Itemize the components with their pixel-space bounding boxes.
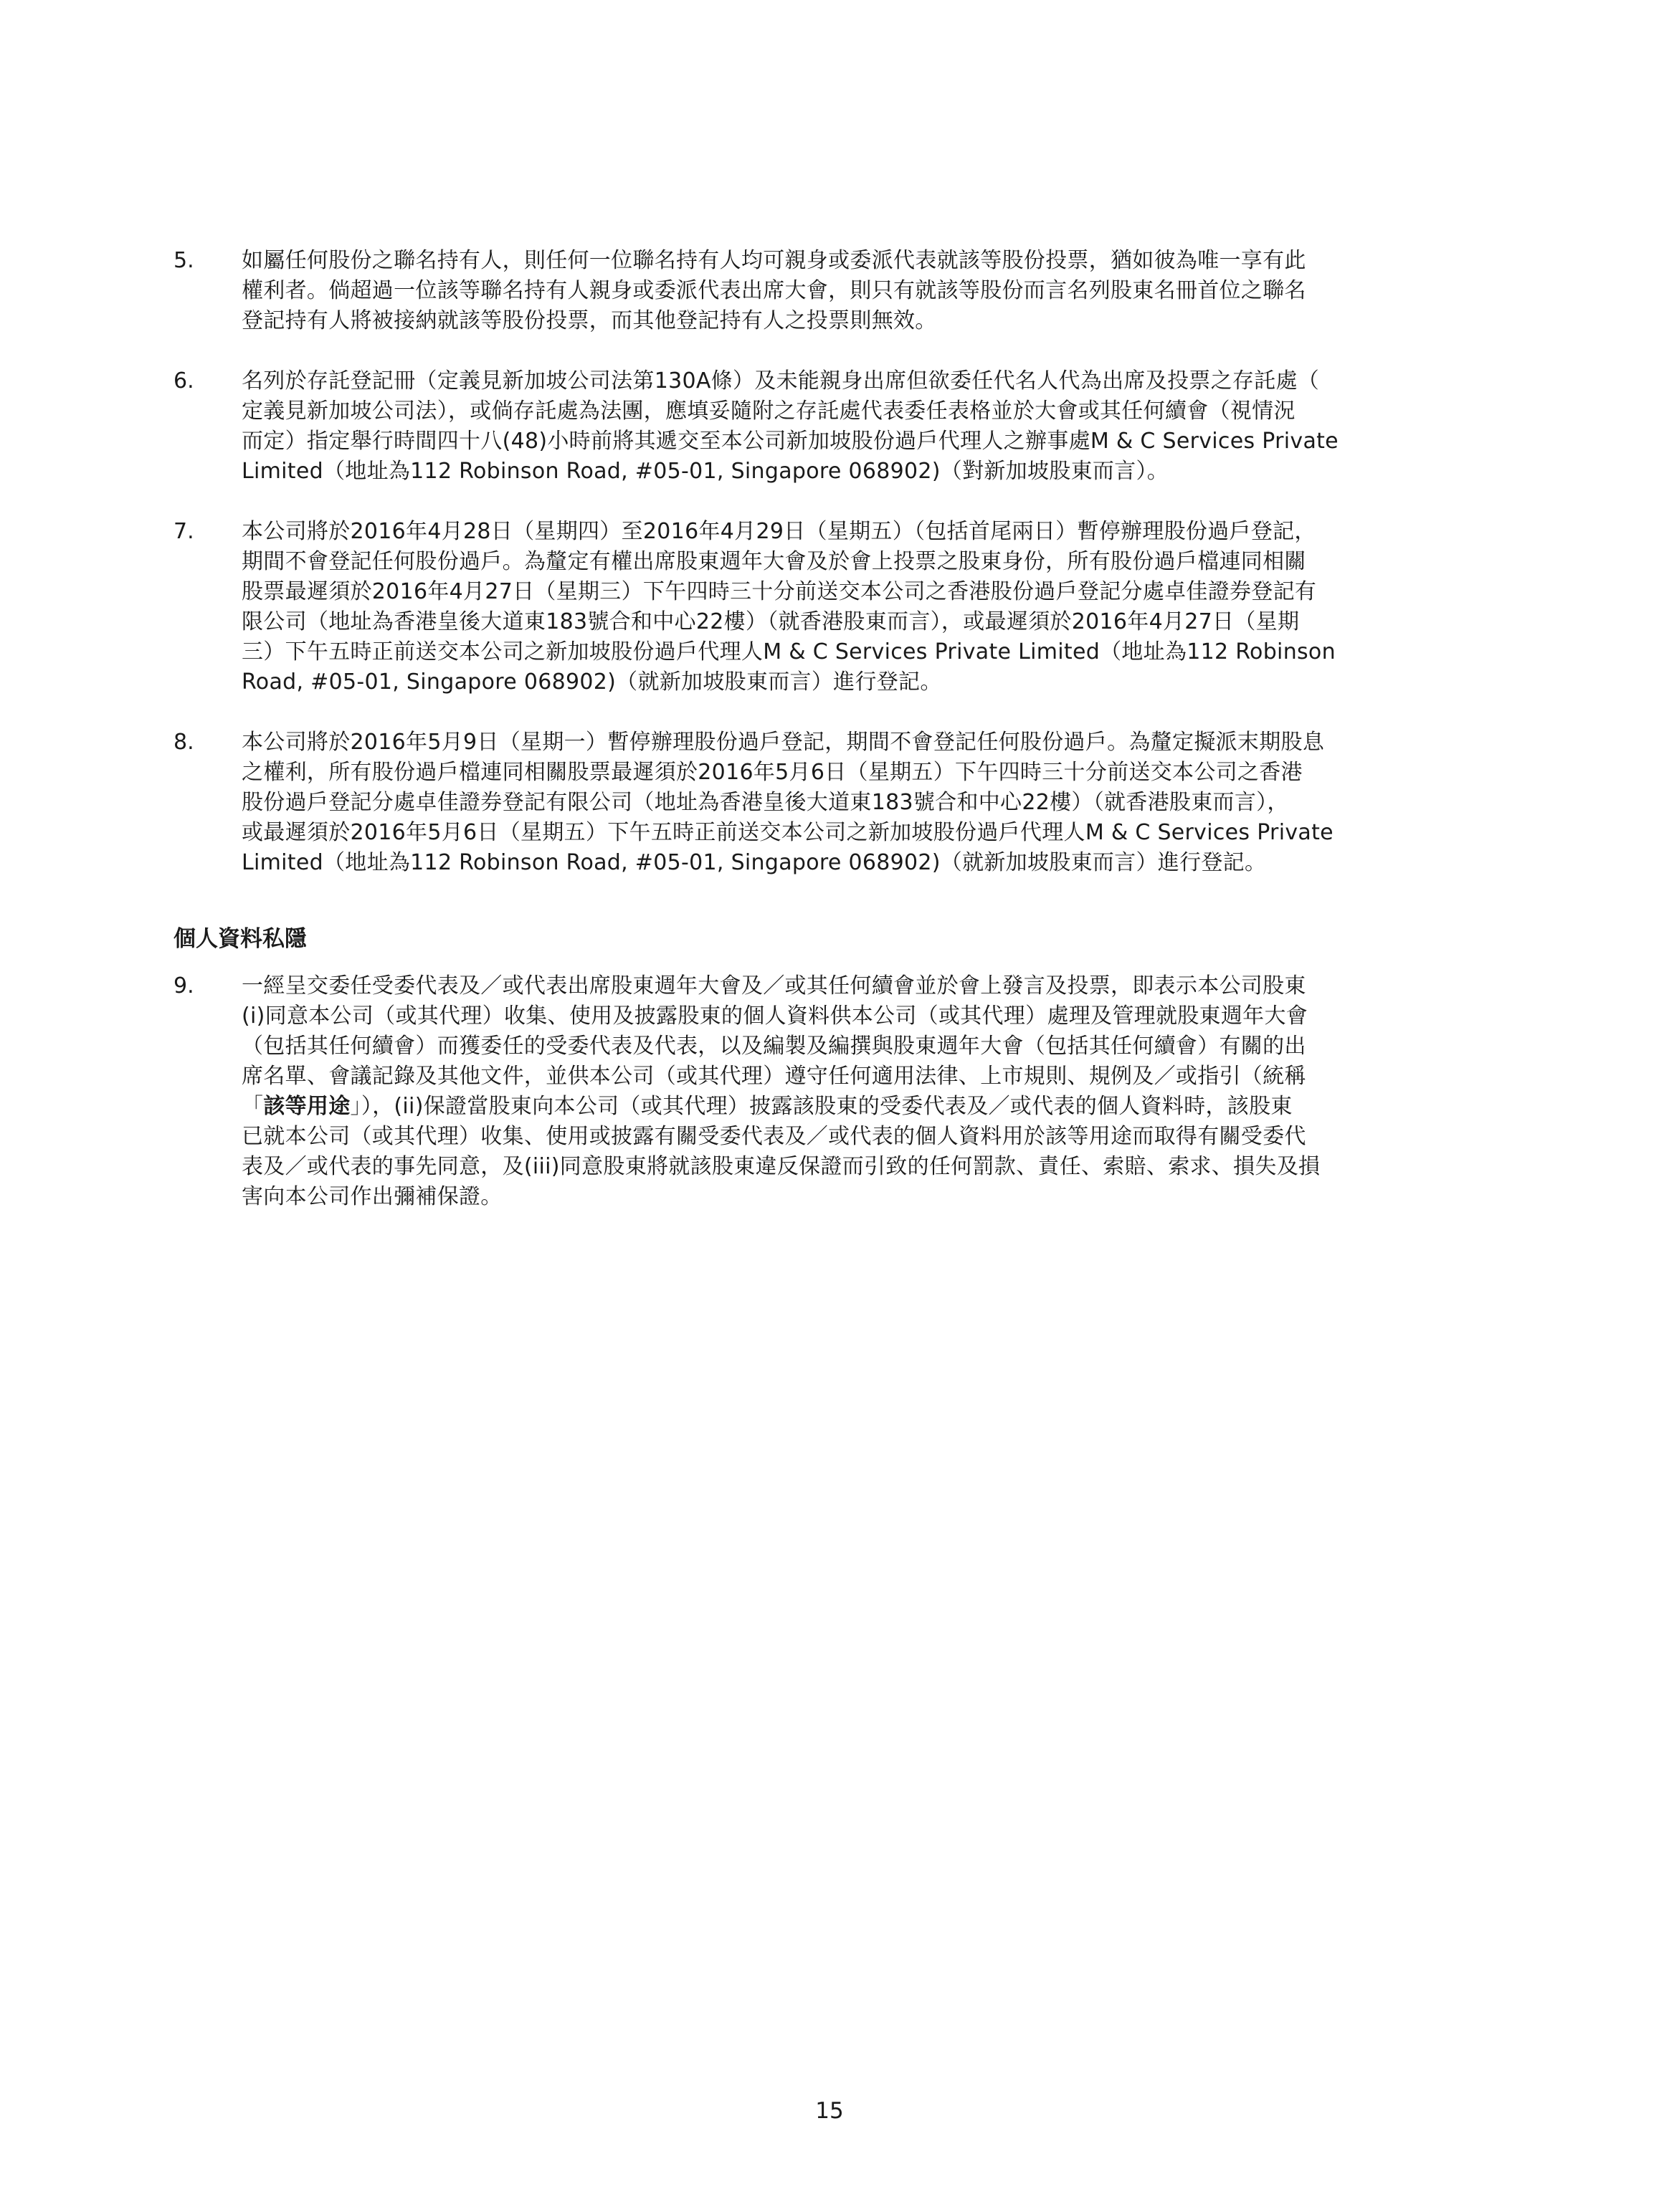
text-line: 或最遲須於2016年5月6日（星期五）下午五時正前送交本公司之新加坡股份過戶代理人M & C Services Private — [242, 820, 1334, 845]
text-line: 名列於存託登記冊（定義見新加坡公司法第130A條）及未能親身出席但欲委任代名人代為出席及投票之存託處（ — [242, 368, 1320, 394]
privacy-heading: 個人資料私隱 — [173, 926, 307, 952]
text-line: （包括其任何續會）而獲委任的受委代表及代表，以及編製及編撰與股東週年大會（包括其任何續會）有關的出 — [242, 1034, 1306, 1059]
text-line: 席名單、會議記錄及其他文件，並供本公司（或其代理）遵守任何適用法律、上市規則、規例及／或指引（統稱 — [242, 1064, 1306, 1089]
text-line: 股票最遲須於2016年4月27日（星期三）下午四時三十分前送交本公司之香港股份過戶登記分處卓佳證券登記有 — [242, 579, 1317, 604]
text-line: 之權利，所有股份過戶檔連同相關股票最遲須於2016年5月6日（星期五）下午四時三十分前送交本公司之香港 — [242, 760, 1303, 785]
text-line — [242, 1092, 1486, 1122]
text-line: 一經呈交委任受委代表及／或代表出席股東週年大會及／或其任何續會並於會上發言及投票，即表示本公司股東 — [242, 973, 1306, 998]
text-line: 登記持有人將被接納就該等股份投票，而其他登記持有人之投票則無效。 — [242, 308, 937, 333]
text-line: 權利者。倘超過一位該等聯名持有人親身或委派代表出席大會，則只有就該等股份而言名列股東名冊首位之聯名 — [242, 278, 1306, 303]
text-line: Limited（地址為112 Robinson Road, #05-01, Singapore 068902)（就新加坡股東而言）進行登記。 — [242, 850, 1267, 875]
text-line: 三）下午五時正前送交本公司之新加坡股份過戶代理人M & C Services Private Limited（地址為112 Robinson — [242, 639, 1336, 664]
text-line: 定義見新加坡公司法），或倘存託處為法團，應填妥隨附之存託處代表委任表格並於大會或其任何續會（視情況 — [242, 399, 1296, 424]
text-line: 股份過戶登記分處卓佳證券登記有限公司（地址為香港皇後大道東183號合和中心22樓）（就香港股東而言）， — [242, 790, 1289, 815]
text-segment: 」），(ii)保證當股東向本公司（或其代理）披露該股東的受委代表及／或代表的個人資料時，該股東 — [350, 1094, 1293, 1119]
text-line: 害向本公司作出彌補保證。 — [242, 1184, 503, 1209]
text-line: 而定）指定舉行時間四十八(48)小時前將其遞交至本公司新加坡股份過戶代理人之辦事處M & C Services Private — [242, 429, 1339, 454]
text-line: 如屬任何股份之聯名持有人，則任何一位聯名持有人均可親身或委派代表就該等股份投票，猶如彼為唯一享有此 — [242, 248, 1306, 273]
note-text — [242, 971, 1486, 1212]
text-line: Road, #05-01, Singapore 068902)（就新加坡股東而言）進行登記。 — [242, 669, 942, 695]
text-line: 表及／或代表的事先同意，及(iii)同意股東將就該股東違反保證而引致的任何罰款、責任、索賠、索求、損失及損 — [242, 1154, 1321, 1179]
text-line: 本公司將於2016年4月28日（星期四）至2016年4月29日（星期五）（包括首尾兩日）暫停辦理股份過戶登記， — [242, 519, 1316, 544]
page-number: 15 — [815, 2098, 844, 2124]
text-line: Limited（地址為112 Robinson Road, #05-01, Singapore 068902)（對新加坡股東而言）。 — [242, 459, 1169, 484]
text-line: 期間不會登記任何股份過戶。為釐定有權出席股東週年大會及於會上投票之股東身份，所有股份過戶檔連同相關 — [242, 549, 1306, 574]
note-text — [242, 728, 1486, 878]
text-line: 限公司（地址為香港皇後大道東183號合和中心22樓）（就香港股東而言），或最遲須於2016年4月27日（星期 — [242, 609, 1300, 634]
note-number: 9. — [173, 973, 194, 998]
note-text — [242, 366, 1486, 487]
text-line: 本公司將於2016年5月9日（星期一）暫停辦理股份過戶登記，期間不會登記任何股份過戶。為釐定擬派末期股息 — [242, 730, 1325, 755]
text-line: (i)同意本公司（或其代理）收集、使用及披露股東的個人資料供本公司（或其代理）處理及管理就股東週年大會 — [242, 1003, 1308, 1029]
note-number: 5. — [173, 248, 194, 273]
note-number: 6. — [173, 368, 194, 394]
defined-term: 該等用途 — [263, 1094, 351, 1119]
text-line: 已就本公司（或其代理）收集、使用或披露有關受委代表及／或代表的個人資料用於該等用途而取得有關受委代 — [242, 1124, 1306, 1149]
note-number: 7. — [173, 519, 194, 544]
note-text — [242, 246, 1486, 336]
note-number: 8. — [173, 730, 194, 755]
quote-open: 「 — [242, 1094, 264, 1119]
note-text — [242, 517, 1486, 697]
